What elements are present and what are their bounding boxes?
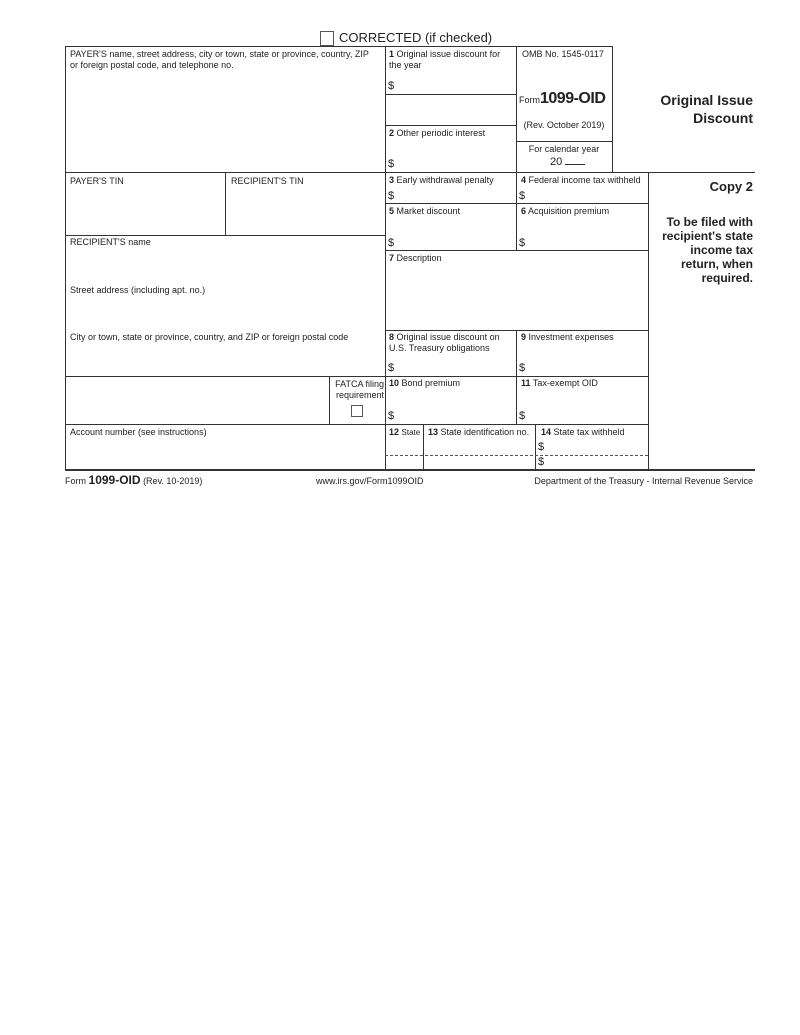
dollar-sign: $ xyxy=(538,441,545,453)
fatca-checkbox[interactable] xyxy=(351,405,363,417)
box-7[interactable]: 7 Description xyxy=(389,253,442,263)
divider xyxy=(385,125,516,126)
dollar-sign: $ xyxy=(388,362,395,374)
recipient-name-field[interactable]: RECIPIENT'S name xyxy=(70,237,151,247)
divider xyxy=(65,424,648,425)
dollar-sign: $ xyxy=(388,80,395,92)
dollar-sign: $ xyxy=(388,410,395,422)
dollar-sign: $ xyxy=(519,410,526,422)
divider xyxy=(516,330,517,424)
box-13[interactable]: 13 State identification no. xyxy=(428,427,530,437)
footer-url[interactable]: www.irs.gov/Form1099OID xyxy=(316,476,424,486)
city-field[interactable]: City or town, state or province, country, and ZIP or foreign postal code xyxy=(70,332,349,342)
dollar-sign: $ xyxy=(519,190,526,202)
copy-label: Copy 2 xyxy=(709,179,753,194)
dollar-sign: $ xyxy=(519,362,526,374)
form-id: Form1099-OID xyxy=(519,90,606,107)
divider xyxy=(65,376,648,377)
divider xyxy=(225,172,226,235)
box-10[interactable]: 10 Bond premium xyxy=(389,378,461,388)
street-address-field[interactable]: Street address (including apt. no.) xyxy=(70,285,206,295)
revision: (Rev. October 2019) xyxy=(523,120,605,130)
divider xyxy=(648,172,649,469)
dollar-sign: $ xyxy=(388,158,395,170)
box-12[interactable]: 12 State xyxy=(389,427,421,437)
corrected-label: CORRECTED (if checked) xyxy=(339,30,493,45)
box-8[interactable]: 8 Original issue discount on U.S. Treasury obligations xyxy=(389,332,500,353)
divider xyxy=(535,424,536,469)
divider xyxy=(65,46,66,469)
payer-tin-field[interactable]: PAYER'S TIN xyxy=(70,176,124,186)
divider xyxy=(612,46,613,172)
dashed-divider xyxy=(385,455,648,456)
box-14[interactable]: 14 State tax withheld xyxy=(541,427,625,437)
omb-number: OMB No. 1545-0117 xyxy=(522,49,604,59)
box-11[interactable]: 11 Tax-exempt OID xyxy=(521,378,598,388)
divider xyxy=(65,235,385,236)
box-9[interactable]: 9 Investment expenses xyxy=(521,332,614,342)
divider xyxy=(65,469,755,471)
box-3[interactable]: 3 Early withdrawal penalty xyxy=(389,175,494,185)
divider xyxy=(423,424,424,469)
footer-department: Department of the Treasury - Internal Revenue Service xyxy=(534,476,753,486)
fatca-label: FATCA filing requirement xyxy=(335,379,384,400)
box-5[interactable]: 5 Market discount xyxy=(389,206,461,216)
box-2[interactable]: 2 Other periodic interest xyxy=(389,128,486,138)
box-6[interactable]: 6 Acquisition premium xyxy=(521,206,610,216)
corrected-checkbox[interactable] xyxy=(320,31,334,46)
box-1[interactable]: 1 Original issue discount for the year xyxy=(389,49,501,70)
calendar-year-field[interactable]: 20 xyxy=(550,156,585,168)
divider xyxy=(516,172,517,250)
account-number-field[interactable]: Account number (see instructions) xyxy=(70,427,207,437)
divider xyxy=(65,172,755,173)
divider xyxy=(516,141,612,142)
divider xyxy=(385,250,648,251)
form-title: Original Issue Discount xyxy=(660,92,753,126)
box-4[interactable]: 4 Federal income tax withheld xyxy=(521,175,641,185)
copy-description: To be filed with recipient's state income tax return, when required. xyxy=(662,215,753,285)
dollar-sign: $ xyxy=(388,190,395,202)
divider xyxy=(385,203,648,204)
divider xyxy=(65,46,612,47)
dollar-sign: $ xyxy=(388,237,395,249)
dollar-sign: $ xyxy=(538,456,545,468)
divider xyxy=(385,94,516,95)
recipient-tin-field[interactable]: RECIPIENT'S TIN xyxy=(231,176,304,186)
payer-field[interactable]: PAYER'S name, street address, city or town, state or province, country, ZIP or foreign postal code, and telephone no. xyxy=(70,49,369,70)
footer-form-id: Form 1099-OID (Rev. 10-2019) xyxy=(65,473,203,487)
divider xyxy=(385,46,386,469)
calendar-year-label: For calendar year xyxy=(528,144,600,154)
dollar-sign: $ xyxy=(519,237,526,249)
